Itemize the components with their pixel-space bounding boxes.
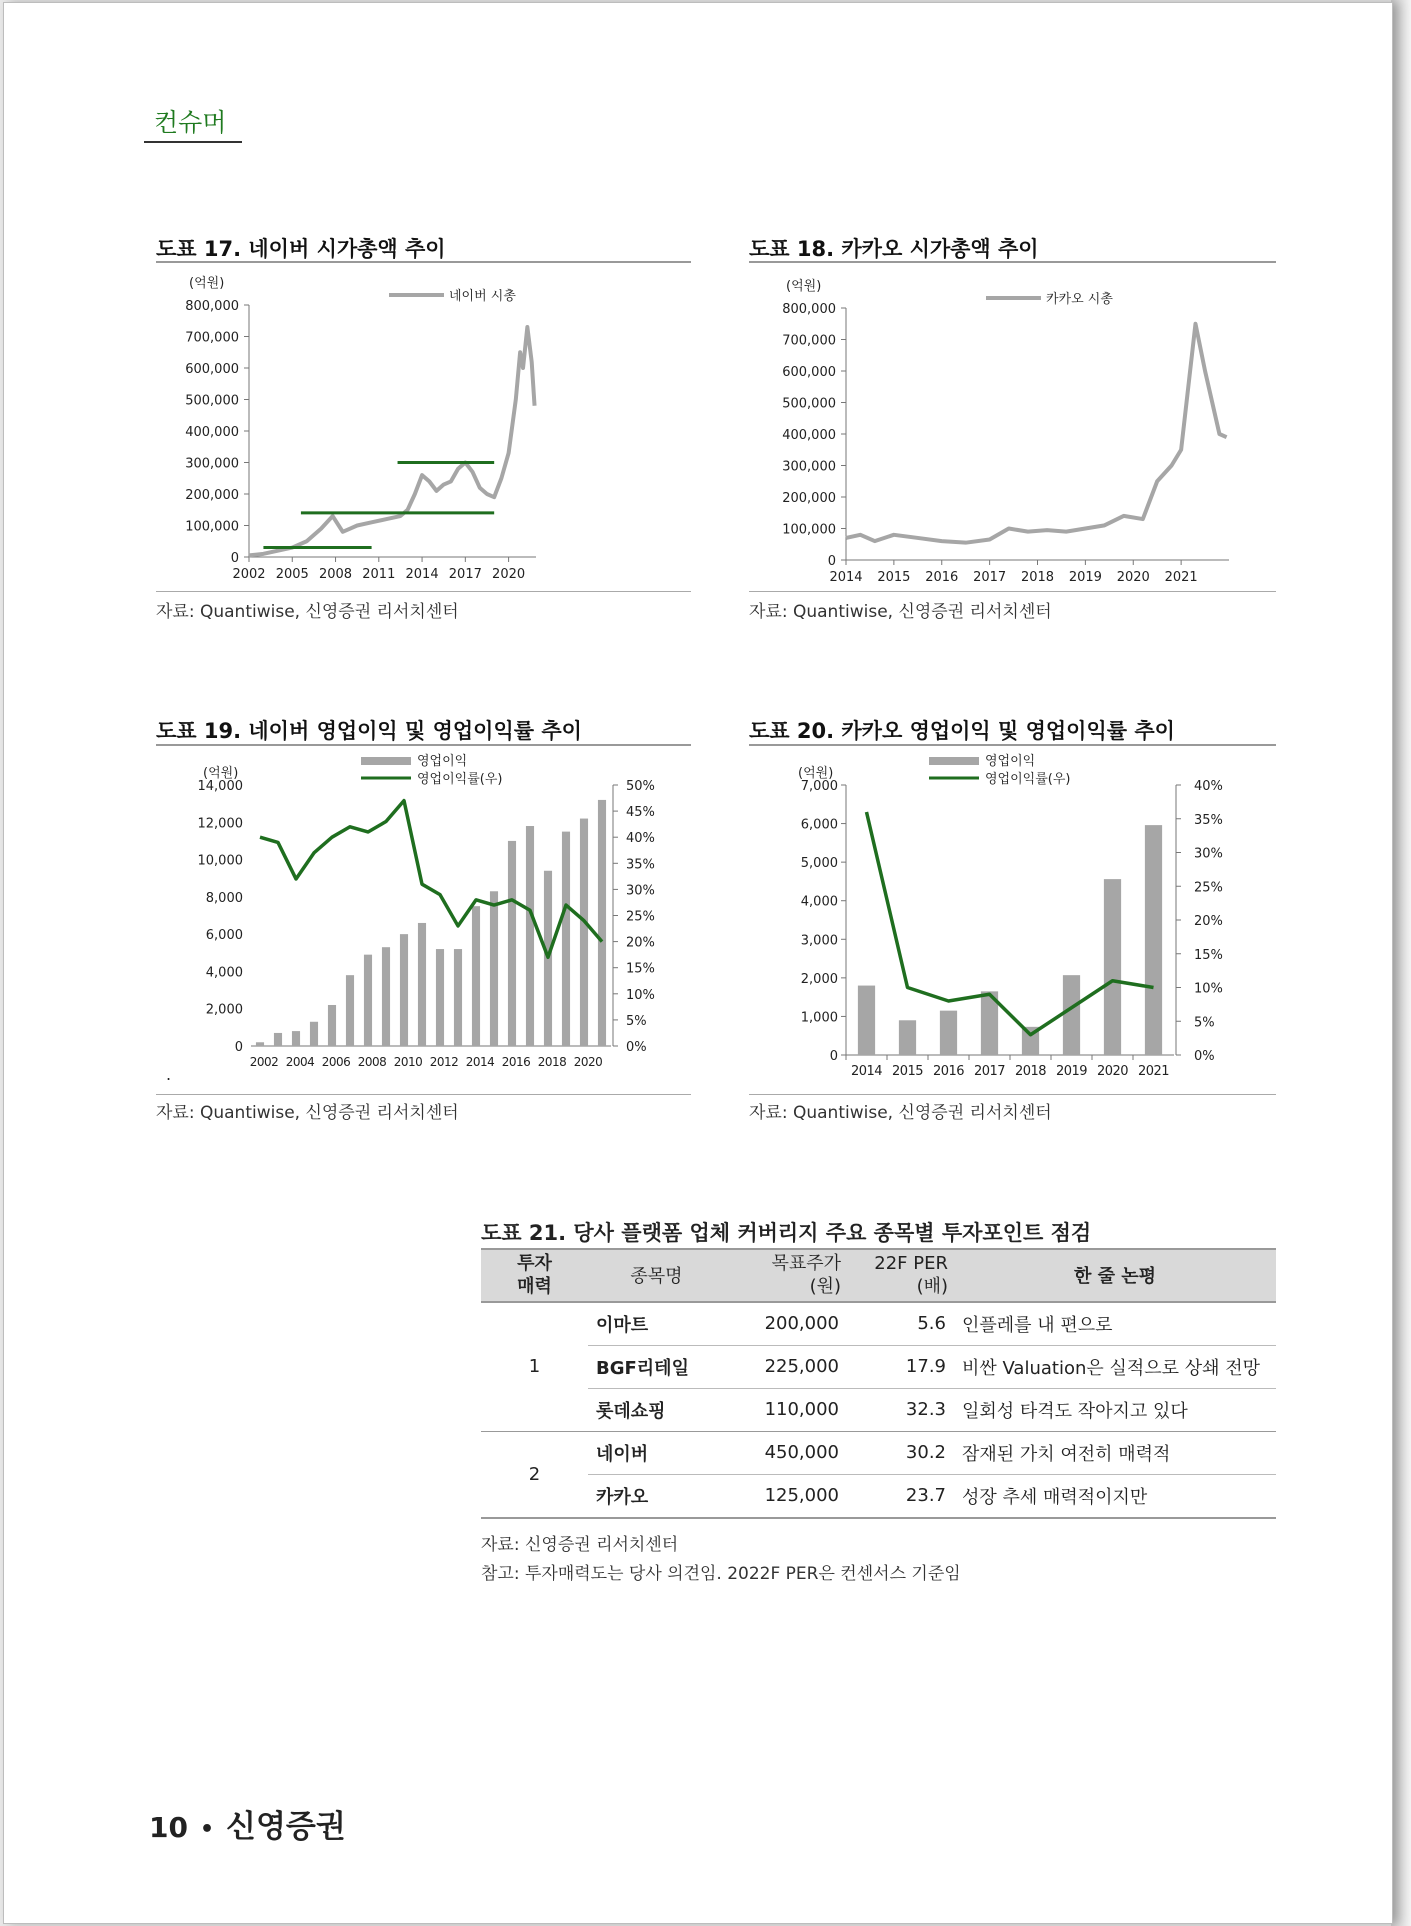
table-row — [481, 1302, 1276, 1346]
y-tick-label: 0 — [230, 551, 239, 566]
fig18-source: 자료: Quantiwise, 신영증권 리서치센터 — [749, 602, 1052, 622]
bar — [1063, 975, 1080, 1055]
x-tick-label: 2017 — [448, 567, 482, 582]
y-tick-label: 14,000 — [197, 779, 243, 794]
x-tick-label: 2016 — [925, 570, 959, 585]
page-number: 10 — [149, 1811, 188, 1844]
y-tick-label: 700,000 — [782, 333, 836, 349]
x-tick-label: 2020 — [573, 1055, 603, 1069]
fig20-top-rule — [749, 744, 1276, 746]
y2-tick-label: 35% — [626, 857, 655, 873]
y-tick-label: 2,000 — [205, 1002, 243, 1018]
table21 — [481, 1248, 1276, 1519]
footer-bullet: • — [199, 1816, 215, 1842]
y2-tick-label: 45% — [626, 805, 655, 821]
bar — [1104, 879, 1121, 1055]
x-tick-label: 2021 — [1137, 1064, 1170, 1079]
grade-cell: 2 — [481, 1431, 588, 1518]
comment: 일회성 타격도 작아지고 있다 — [954, 1388, 1276, 1431]
bar — [436, 949, 444, 1046]
x-tick-label: 2005 — [275, 567, 309, 582]
x-tick-label: 2020 — [1116, 570, 1150, 585]
x-tick-label: 2010 — [393, 1055, 423, 1069]
y-tick-label: 3,000 — [800, 933, 838, 949]
y-tick-label: 0 — [827, 554, 836, 569]
table21-note: 참고: 투자매력도는 당사 의견임. 2022F PER은 컨센서스 기준임 — [481, 1564, 961, 1584]
document-page — [3, 2, 1393, 1924]
table-row — [481, 1345, 1276, 1388]
y-tick-label: 0 — [234, 1040, 243, 1055]
bar — [1145, 825, 1162, 1055]
legend-label-bar: 영업이익 — [985, 754, 1036, 769]
x-tick-label: 2016 — [932, 1064, 965, 1079]
y-tick-label: 100,000 — [782, 522, 836, 538]
x-tick-label: 2020 — [1096, 1064, 1129, 1079]
fig18-bottom-rule — [749, 591, 1276, 592]
y-tick-label: 400,000 — [782, 428, 836, 443]
x-tick-label: 2006 — [321, 1055, 351, 1069]
y-tick-label: 1,000 — [800, 1010, 838, 1026]
fig20-chart — [749, 748, 1289, 1093]
stock-name: BGF리테일 — [588, 1345, 725, 1388]
header-comment: 한 줄 논평 — [954, 1249, 1276, 1302]
legend-label-line: 영업이익률(우) — [985, 772, 1071, 787]
bar — [526, 826, 534, 1046]
x-tick-label: 2018 — [1020, 570, 1055, 585]
bar — [418, 923, 426, 1046]
y-tick-label: 4,000 — [205, 965, 243, 981]
x-tick-label: 2014 — [850, 1064, 883, 1079]
x-tick-label: 2014 — [405, 567, 439, 582]
y2-tick-label: 30% — [1194, 846, 1223, 862]
bar — [364, 955, 372, 1046]
x-tick-label: 2017 — [973, 570, 1007, 585]
table21-source: 자료: 신영증권 리서치센터 — [481, 1535, 679, 1555]
y-tick-label: 100,000 — [185, 519, 239, 535]
x-tick-label: 2008 — [318, 567, 353, 582]
x-tick-label: 2018 — [1014, 1064, 1047, 1079]
per-value: 23.7 — [847, 1474, 954, 1518]
y-axis-unit: (억원) — [786, 279, 822, 294]
x-tick-label: 2002 — [232, 567, 266, 582]
legend-label-line: 영업이익률(우) — [417, 772, 503, 787]
header-name: 종목명 — [588, 1249, 725, 1302]
y-tick-label: 700,000 — [185, 330, 239, 346]
y-tick-label: 5,000 — [800, 856, 838, 872]
y-tick-label: 800,000 — [185, 299, 239, 314]
legend-swatch-bar — [361, 757, 411, 765]
x-tick-label: 2004 — [285, 1055, 315, 1069]
footer-brand: 신영증권 — [226, 1809, 346, 1845]
y-tick-label: 300,000 — [185, 456, 239, 472]
y-tick-label: 600,000 — [782, 365, 836, 380]
bar — [508, 841, 516, 1046]
x-tick-label: 2014 — [465, 1055, 495, 1069]
per-value: 32.3 — [847, 1388, 954, 1431]
x-tick-label: 2008 — [357, 1055, 387, 1069]
comment: 비싼 Valuation은 실적으로 상쇄 전망 — [954, 1345, 1276, 1388]
stock-name: 이마트 — [588, 1302, 725, 1346]
y2-tick-label: 0% — [626, 1040, 647, 1055]
stock-name: 카카오 — [588, 1474, 725, 1518]
y2-tick-label: 10% — [1194, 981, 1223, 997]
y-tick-label: 7,000 — [800, 779, 838, 794]
bar — [562, 832, 570, 1046]
header-target: 목표주가 (원) — [725, 1249, 847, 1302]
bar — [346, 975, 354, 1046]
bar — [472, 906, 480, 1046]
y-tick-label: 2,000 — [800, 971, 838, 987]
y2-tick-label: 5% — [1194, 1015, 1215, 1031]
page-edge-shadow — [1391, 0, 1411, 1926]
bar — [310, 1022, 318, 1046]
bar — [382, 947, 390, 1046]
per-value: 30.2 — [847, 1431, 954, 1474]
y-tick-label: 0 — [829, 1049, 838, 1064]
y2-tick-label: 15% — [626, 961, 655, 977]
y-tick-label: 600,000 — [185, 362, 239, 377]
legend-label: 카카오 시총 — [1046, 292, 1113, 307]
x-tick-label: 2021 — [1164, 570, 1198, 585]
target-price: 125,000 — [725, 1474, 847, 1518]
y2-tick-label: 20% — [1194, 914, 1223, 929]
fig20-title: 도표 20. 카카오 영업이익 및 영업이익률 추이 — [749, 719, 1175, 743]
table-row — [481, 1388, 1276, 1431]
x-tick-label: 2020 — [492, 567, 526, 582]
y-tick-label: 400,000 — [185, 425, 239, 440]
page-footer — [149, 1801, 346, 1846]
legend-swatch-bar — [929, 757, 979, 765]
bar — [292, 1031, 300, 1046]
y2-tick-label: 10% — [626, 987, 655, 1003]
y2-tick-label: 5% — [626, 1013, 647, 1029]
fig19-top-rule — [156, 744, 691, 746]
fig17-bottom-rule — [156, 591, 691, 592]
per-value: 5.6 — [847, 1302, 954, 1346]
x-tick-label: 2015 — [877, 570, 911, 585]
series-line — [846, 324, 1227, 543]
y-tick-label: 500,000 — [185, 393, 239, 409]
y-tick-label: 200,000 — [185, 488, 239, 503]
comment: 인플레를 내 편으로 — [954, 1302, 1276, 1346]
y2-tick-label: 40% — [1194, 779, 1223, 794]
x-tick-label: 2015 — [891, 1064, 924, 1079]
y2-tick-label: 0% — [1194, 1049, 1215, 1064]
y-axis-unit: (억원) — [189, 276, 225, 291]
per-value: 17.9 — [847, 1345, 954, 1388]
fig17-chart — [156, 265, 696, 590]
comment: 잠재된 가치 여전히 매력적 — [954, 1431, 1276, 1474]
y-tick-label: 12,000 — [197, 816, 243, 832]
x-tick-label: 2002 — [249, 1055, 279, 1069]
fig19-title: 도표 19. 네이버 영업이익 및 영업이익률 추이 — [156, 719, 582, 743]
y-tick-label: 300,000 — [782, 459, 836, 475]
target-price: 200,000 — [725, 1302, 847, 1346]
legend-label-bar: 영업이익 — [417, 754, 468, 769]
fig17-top-rule — [156, 261, 691, 263]
fig19-bottom-rule — [156, 1094, 691, 1095]
y2-tick-label: 25% — [1194, 880, 1223, 896]
fig20-source: 자료: Quantiwise, 신영증권 리서치센터 — [749, 1103, 1052, 1123]
y2-tick-label: 30% — [626, 883, 655, 899]
header-per: 22F PER (배) — [847, 1249, 954, 1302]
target-price: 110,000 — [725, 1388, 847, 1431]
y-tick-label: 800,000 — [782, 302, 836, 317]
y-tick-label: 500,000 — [782, 396, 836, 412]
bar — [899, 1020, 916, 1055]
stray-dot: . — [166, 1065, 172, 1084]
y2-tick-label: 25% — [626, 909, 655, 925]
table21-header-row — [481, 1249, 1276, 1302]
x-tick-label: 2012 — [429, 1055, 459, 1069]
bar — [580, 819, 588, 1046]
grade-cell: 1 — [481, 1302, 588, 1432]
stock-name: 롯데쇼핑 — [588, 1388, 725, 1431]
x-tick-label: 2019 — [1068, 570, 1102, 585]
bar — [328, 1005, 336, 1046]
bar — [598, 800, 606, 1046]
y-axis-unit: (억원) — [798, 766, 834, 781]
bar — [274, 1033, 282, 1046]
comment: 성장 추세 매력적이지만 — [954, 1474, 1276, 1518]
fig18-top-rule — [749, 261, 1276, 263]
bar — [940, 1011, 957, 1055]
fig19-chart — [156, 748, 696, 1093]
bar — [256, 1042, 264, 1046]
x-tick-label: 2014 — [829, 570, 863, 585]
fig17-title: 도표 17. 네이버 시가총액 추이 — [156, 237, 446, 261]
section-underline — [144, 141, 242, 143]
y-tick-label: 6,000 — [800, 817, 838, 833]
target-price: 225,000 — [725, 1345, 847, 1388]
fig17-source: 자료: Quantiwise, 신영증권 리서치센터 — [156, 602, 459, 622]
table21-title: 도표 21. 당사 플랫폼 업체 커버리지 주요 종목별 투자포인트 점검 — [481, 1221, 1092, 1245]
y2-tick-label: 50% — [626, 779, 655, 794]
fig19-source: 자료: Quantiwise, 신영증권 리서치센터 — [156, 1103, 459, 1123]
y-tick-label: 10,000 — [197, 853, 243, 869]
y-axis-unit: (억원) — [203, 766, 239, 781]
x-tick-label: 2018 — [537, 1055, 567, 1069]
x-tick-label: 2011 — [362, 567, 396, 582]
y-tick-label: 6,000 — [205, 928, 243, 944]
fig18-title: 도표 18. 카카오 시가총액 추이 — [749, 237, 1039, 261]
y2-tick-label: 40% — [626, 831, 655, 847]
header-attract: 투자 매력 — [481, 1249, 588, 1302]
bar — [858, 986, 875, 1055]
y2-tick-label: 35% — [1194, 812, 1223, 828]
section-label: 컨슈머 — [154, 108, 227, 137]
fig18-chart — [749, 265, 1289, 590]
y-tick-label: 200,000 — [782, 491, 836, 506]
bar — [454, 949, 462, 1046]
y2-tick-label: 20% — [626, 935, 655, 951]
y-tick-label: 8,000 — [205, 890, 243, 906]
y-tick-label: 4,000 — [800, 894, 838, 910]
x-tick-label: 2019 — [1055, 1064, 1088, 1079]
target-price: 450,000 — [725, 1431, 847, 1474]
bar — [400, 934, 408, 1046]
legend-label: 네이버 시총 — [449, 289, 516, 304]
bar — [490, 891, 498, 1046]
series-line — [249, 327, 535, 555]
x-tick-label: 2016 — [501, 1055, 531, 1069]
table-row — [481, 1431, 1276, 1474]
stock-name: 네이버 — [588, 1431, 725, 1474]
fig20-bottom-rule — [749, 1094, 1276, 1095]
x-tick-label: 2017 — [973, 1064, 1006, 1079]
table-row — [481, 1474, 1276, 1518]
y2-tick-label: 15% — [1194, 947, 1223, 963]
